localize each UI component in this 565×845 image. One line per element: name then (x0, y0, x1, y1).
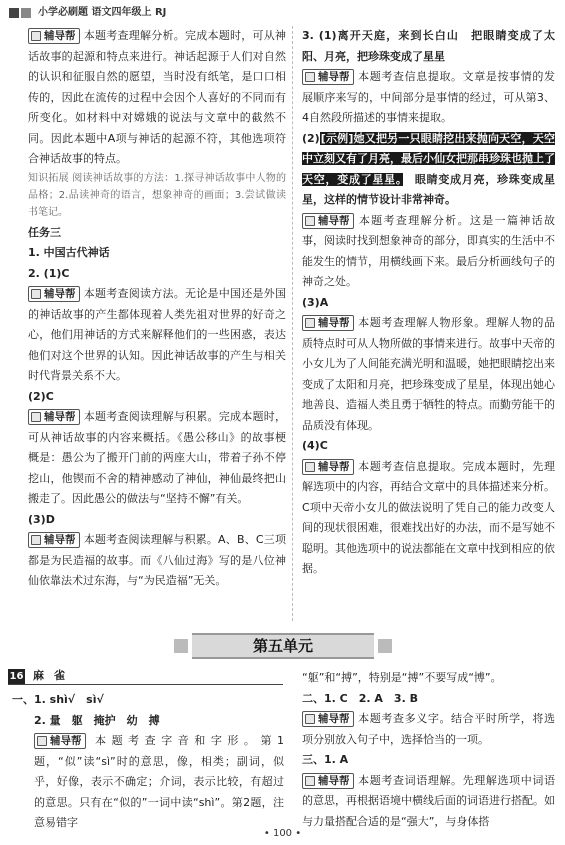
answer-2-3: (3)D (28, 512, 55, 526)
tutor-icon (305, 216, 315, 226)
answer-1: 1. 中国古代神话 (28, 246, 110, 259)
tutor-tag: 辅导帮 (34, 733, 86, 749)
answer-3-2: (2)[示例]她又把另一只眼睛挖出来抛向天空，天空中立刻又有了月亮，最后小仙女把那串珍珠也抛上了天空，变成了星星。 眼睛变成月亮，珍珠变成星星，这样的情节设计非常神奇。 (302, 131, 556, 206)
lesson-answers-left (12, 690, 284, 834)
answer-part-3: 三、1. A (302, 753, 349, 766)
column-divider (292, 26, 293, 621)
lesson-answers-right (302, 668, 555, 832)
tutor-icon (305, 462, 315, 472)
answer-part-1-2: 2. 量 躯 掩护 幼 搏 (34, 713, 160, 727)
tutor-tag: 辅导帮 (28, 532, 80, 548)
tutor-icon (305, 318, 315, 328)
unit-banner: 第五单元 (192, 633, 374, 659)
tutor-tag: 辅导帮 (302, 773, 354, 789)
lesson-title: 麻雀 (33, 668, 75, 682)
tutor-tag: 辅导帮 (28, 286, 80, 302)
explanation-part-1: 辅导帮 本题考查字音和字形。第1题，“似”读“sì”时的意思，像，相类；副词，似乎，好像，表示不确定；介词，表示比较，有超过的意思。只有在“似的”一词中读“shì”。第2题，注意易错字 (34, 734, 284, 829)
tutor-tag: 辅导帮 (302, 315, 354, 331)
explanation-3-3: 辅导帮 本题考查理解人物形象。理解人物的品质特点时可从人物所做的事情来进行。故事中天帝的小女儿为了人间能充满光明和温暖，她把眼睛挖出来变成了太阳和月亮，把珍珠变成了星星，体现出她心地善良、造福人类且勇于牺牲的特点。而勤劳能干的品质没有体现。 (302, 316, 555, 432)
tutor-icon (31, 412, 41, 422)
right-column (302, 26, 555, 580)
tutor-tag: 辅导帮 (302, 69, 354, 85)
tutor-icon (31, 289, 41, 299)
answer-3-1: 3. (1)离开天庭，来到长白山 把眼睛变成了太阳、月亮，把珍珠变成了星星 (302, 29, 555, 63)
answer-3-4: (4)C (302, 439, 328, 452)
tutor-icon (31, 535, 41, 545)
knowledge-extension: 知识拓展 阅读神话故事的方法：1.探寻神话故事中人物的品格；2.品读神奇的语言，想象神奇的画面；3.尝试做读书笔记。 (28, 172, 286, 218)
explanation-part-1-cont: “躯”和“搏”，特别是“搏”不要写成“博”。 (302, 671, 502, 684)
explanation-part-3: 辅导帮 本题考查词语理解。先理解选项中词语的意思，再根据语境中横线后面的词语进行搭配。如与力量搭配合适的是“强大”，与身体搭 (302, 773, 555, 828)
answer-2-1: 2. (1)C (28, 266, 70, 280)
explanation-3-2: 辅导帮 本题考查理解分析。这是一篇神话故事，阅读时找到想象神奇的部分，即真实的生活中不能发生的情节，用横线画下来。最后分析画线句子的神奇之处。 (302, 213, 555, 288)
answer-part-2: 二、1. C 2. A 3. B (302, 691, 418, 705)
book-logo-icon (8, 6, 32, 20)
tutor-icon (37, 736, 47, 746)
tutor-tag: 辅导帮 (302, 711, 354, 727)
tutor-tag: 辅导帮 (28, 409, 80, 425)
explanation-part-2: 辅导帮 本题考查多义字。结合平时所学，将选项分别放入句子中，选择恰当的一项。 (302, 712, 555, 746)
answer-3-3: (3)A (302, 295, 329, 309)
answer-part-1-1: 一、1. shì√ sì√ (12, 693, 104, 706)
answer-intro: 辅导帮 本题考查理解分析。完成本题时，可从神话故事的起源和特点来进行。神话起源于人们对自然的认识和征服自然的愿望，当时没有纸笔，是口口相传的，因此在流传的过程中会因个人喜好的不同而有所变化。如材料中对嫦娥的说法与文章中的截然不同。因此本题中A项与神话的起源不符，其他选项符合神话故事的特点。 (28, 29, 286, 165)
explanation-2-2: 辅导帮 本题考查阅读理解与积累。完成本题时，可从神话故事的内容来概括。《愚公移山》的故事梗概是：愚公为了搬开门前的两座大山，带着子孙不停挖山，他锲而不舍的精神感动了神仙，神仙最终把山搬走了。因此愚公的做法与“坚持不懈”有关。 (28, 410, 286, 505)
tutor-icon (31, 31, 41, 41)
answer-2-2: (2)C (28, 389, 54, 403)
explanation-2-3: 辅导帮 本题考查阅读理解与积累。A、B、C三项都是为民造福的故事。而《八仙过海》写的是八位神仙依靠法术过东海，与“为民造福”无关。 (28, 533, 286, 587)
tutor-tag: 辅导帮 (28, 28, 80, 44)
example-highlight: [示例]她又把另一只眼睛挖出来抛向天空，天空中立刻又有了月亮，最后小仙女把那串珍珠也抛上了天空，变成了星星。 (302, 131, 555, 186)
task-heading: 任务三 (28, 225, 61, 239)
header-title: 小学必刷题 语文四年级上 RJ (38, 6, 167, 18)
page-header (8, 4, 166, 22)
lesson-number: 16 (9, 670, 24, 682)
page-number: • 100 • (263, 828, 302, 839)
tutor-tag: 辅导帮 (302, 459, 354, 475)
tutor-icon (305, 714, 315, 724)
explanation-2-1: 辅导帮 本题考查阅读方法。无论是中国还是外国的神话故事的产生都体现着人类先祖对世界的好奇之心，他们用神话的方式来解释他们的一些困惑，表达他们对这个世界的认知。因此神话故事的产生与相关时代背景关系不大。 (28, 287, 286, 382)
left-column (28, 26, 286, 592)
explanation-3-4: 辅导帮 本题考查信息提取。完成本题时，先理解选项中的内容，再结合文章中的具体描述来分析。C项中天帝小女儿的做法说明了凭自己的能力改变人间的现状很困难，很难找出好的办法，而不是写她不聪明。其他选项中的说法都能在文章中找到相应的依据。 (302, 459, 555, 575)
explanation-3-1: 辅导帮 本题考查信息提取。文章是按事情的发展顺序来写的，中间部分是事情的经过，可从第3、4自然段所描述的事情来提取。 (302, 70, 555, 124)
lesson-header (8, 668, 283, 685)
tutor-icon (305, 776, 315, 786)
tutor-icon (305, 72, 315, 82)
tutor-tag: 辅导帮 (302, 213, 354, 229)
